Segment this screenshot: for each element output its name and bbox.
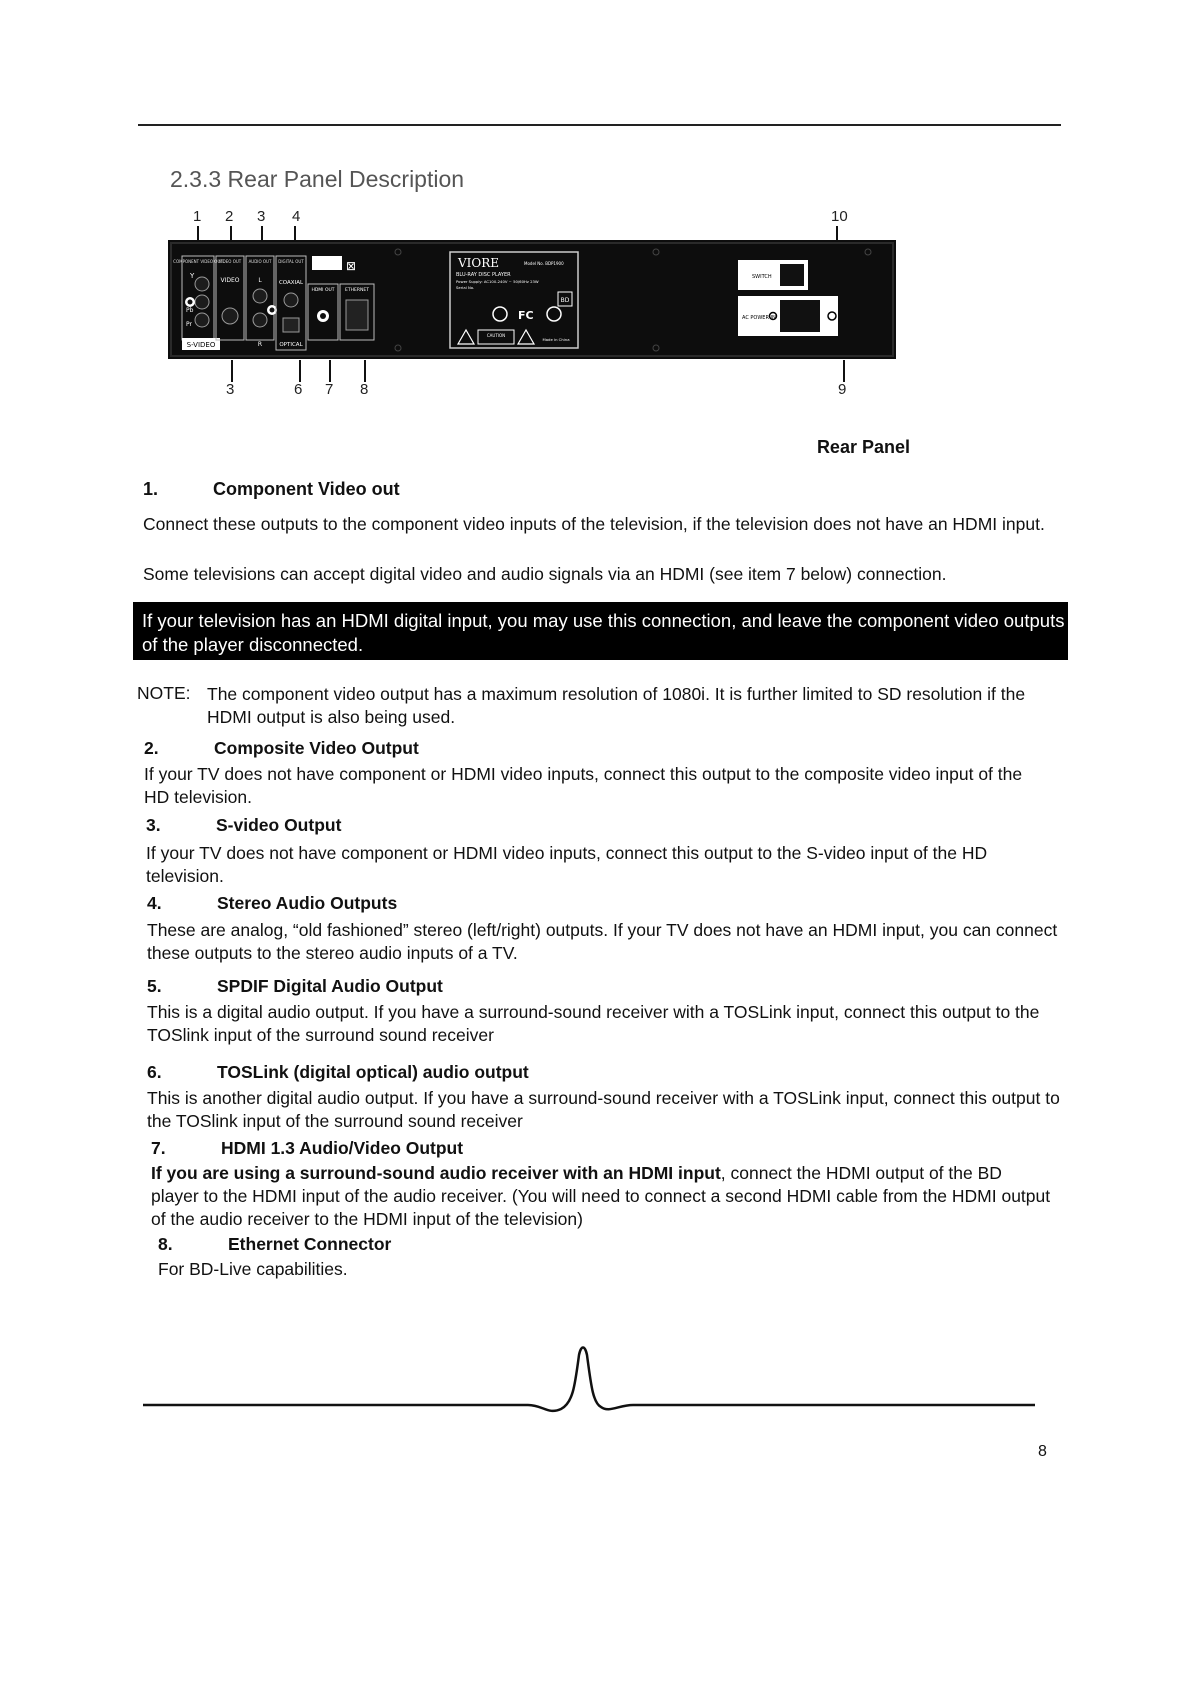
section-8-paragraph: For BD-Live capabilities. — [158, 1259, 348, 1279]
label-made-in: Made in China — [542, 337, 570, 342]
callout-9: 9 — [838, 381, 847, 398]
callout-line-6 — [299, 360, 301, 382]
section-8-heading — [158, 1234, 391, 1255]
callout-7: 7 — [325, 381, 334, 398]
label-power-supply: Power Supply: AC100-240V ~ 50/60Hz 23W — [456, 279, 539, 284]
section-1-heading — [143, 479, 400, 500]
label-component-video-out: COMPONENT VIDEO OUT — [173, 259, 223, 264]
callout-4: 4 — [292, 208, 301, 225]
section-2-paragraph: If your TV does not have component or HDMI video inputs, connect this output to the composite video input of the HD television. — [144, 764, 1023, 807]
callout-8: 8 — [360, 381, 369, 398]
label-ac-power-in: AC POWER IN — [742, 315, 776, 321]
weee-bin-icon: ⊠ — [346, 259, 357, 273]
callout-line-9 — [843, 360, 845, 382]
callout-line-3-bottom — [231, 360, 233, 382]
section-1-title: Component Video out — [213, 479, 400, 499]
label-switch: SWITCH — [752, 274, 772, 280]
label-pr: Pr — [186, 321, 192, 328]
section-4-title: Stereo Audio Outputs — [217, 893, 398, 913]
section-7-paragraph — [151, 1162, 1051, 1231]
callout-10: 10 — [831, 208, 848, 225]
label-optical: OPTICAL — [279, 342, 303, 348]
section-5-paragraph: This is a digital audio output. If you have a surround-sound receiver with a TOSLink input, connect this output to the TOSlink input of the surround sound receiver — [147, 1002, 1040, 1045]
label-pb: Pb — [186, 307, 194, 314]
callout-3-top: 3 — [257, 208, 266, 225]
label-serial: Serial No. — [456, 285, 475, 290]
figure-caption: Rear Panel — [816, 437, 910, 457]
section-5-number: 5. — [147, 976, 162, 996]
callout-2: 2 — [225, 208, 234, 225]
label-fc: FC — [518, 309, 534, 322]
section-1-paragraph-2: Some televisions can accept digital video and audio signals via an HDMI (see item 7 below) connection. — [143, 564, 947, 584]
section-6-paragraph: This is another digital audio output. If you have a surround-sound receiver with a TOSLink input, connect this output to the TOSlink input of the surround sound receiver — [147, 1088, 1060, 1131]
label-s-video: S-VIDEO — [186, 341, 216, 349]
section-7-number: 7. — [151, 1138, 166, 1158]
section-7-bold-lead: If you are using a surround-sound audio receiver with an HDMI input — [151, 1163, 721, 1183]
page-number: 8 — [1038, 1443, 1047, 1460]
label-audio-out: AUDIO OUT — [248, 259, 272, 264]
label-y: Y — [190, 272, 195, 280]
rear-panel-image — [168, 240, 896, 359]
note-text: The component video output has a maximum resolution of 1080i. It is further limited to SD resolution if the HDMI output is also being used. — [207, 684, 1026, 727]
section-5-heading — [147, 976, 443, 997]
section-3-number: 3. — [146, 815, 161, 835]
section-3-title: S-video Output — [216, 815, 342, 835]
label-product: BLU-RAY DISC PLAYER — [456, 272, 511, 278]
section-title: 2.3.3 Rear Panel Description — [170, 166, 465, 192]
section-6-title: TOSLink (digital optical) audio output — [217, 1062, 529, 1082]
header-rule — [138, 124, 1061, 126]
section-1-number: 1. — [143, 479, 159, 499]
label-video-out: VIDEO OUT — [218, 259, 242, 264]
label-r: R — [257, 341, 263, 348]
label-coaxial: COAXIAL — [278, 280, 304, 286]
label-digital-out: DIGITAL OUT — [278, 259, 304, 264]
section-6-number: 6. — [147, 1062, 162, 1082]
section-4-number: 4. — [147, 893, 162, 913]
callout-3-bottom: 3 — [226, 381, 235, 398]
section-2-number: 2. — [144, 738, 159, 758]
section-7-heading — [151, 1138, 463, 1159]
section-3-paragraph: If your TV does not have component or HDMI video inputs, connect this output to the S-video input of the HD television. — [146, 843, 988, 886]
section-4-paragraph: These are analog, “old fashioned” stereo (left/right) outputs. If your TV does not have an HDMI input, you can connect these outputs to the stereo audio inputs of a TV. — [147, 920, 1058, 963]
note-label: NOTE: — [137, 683, 191, 703]
section-8-title: Ethernet Connector — [228, 1234, 392, 1254]
section-2-heading — [144, 738, 419, 759]
callout-1: 1 — [193, 208, 202, 225]
label-l: L — [258, 277, 262, 284]
callout-line-8 — [364, 360, 366, 382]
footer-wave-logo — [143, 1345, 1035, 1415]
label-caution: CAUTION — [486, 333, 506, 338]
section-5-title: SPDIF Digital Audio Output — [217, 976, 443, 996]
section-3-heading — [146, 815, 341, 836]
section-4-heading — [147, 893, 397, 914]
rear-panel-svg — [168, 240, 896, 359]
label-model: Model No. BDP1900 — [524, 261, 564, 266]
label-video: VIDEO — [220, 277, 240, 284]
section-7-rest: , connect the HDMI output of the BD player to the HDMI input of the audio receiver. (You will need to connect a second HDMI cable from the HDMI output of the audio receiver to the HDMI input of the television) — [151, 1163, 1051, 1229]
label-brand: VIORE — [458, 256, 500, 270]
label-ethernet: ETHERNET — [345, 288, 369, 293]
section-8-number: 8. — [158, 1234, 173, 1254]
label-bd: BD — [560, 297, 570, 304]
section-2-title: Composite Video Output — [214, 738, 419, 758]
section-6-heading — [147, 1062, 529, 1083]
section-7-title: HDMI 1.3 Audio/Video Output — [221, 1138, 464, 1158]
highlight-box: If your television has an HDMI digital input, you may use this connection, and leave the component video outputs of the player disconnected. — [133, 602, 1068, 660]
section-1-paragraph-1: Connect these outputs to the component video inputs of the television, if the television does not have an HDMI input. — [143, 514, 1045, 534]
label-hdmi-out: HDMI OUT — [311, 288, 335, 293]
callout-6: 6 — [294, 381, 303, 398]
callout-line-7 — [329, 360, 331, 382]
